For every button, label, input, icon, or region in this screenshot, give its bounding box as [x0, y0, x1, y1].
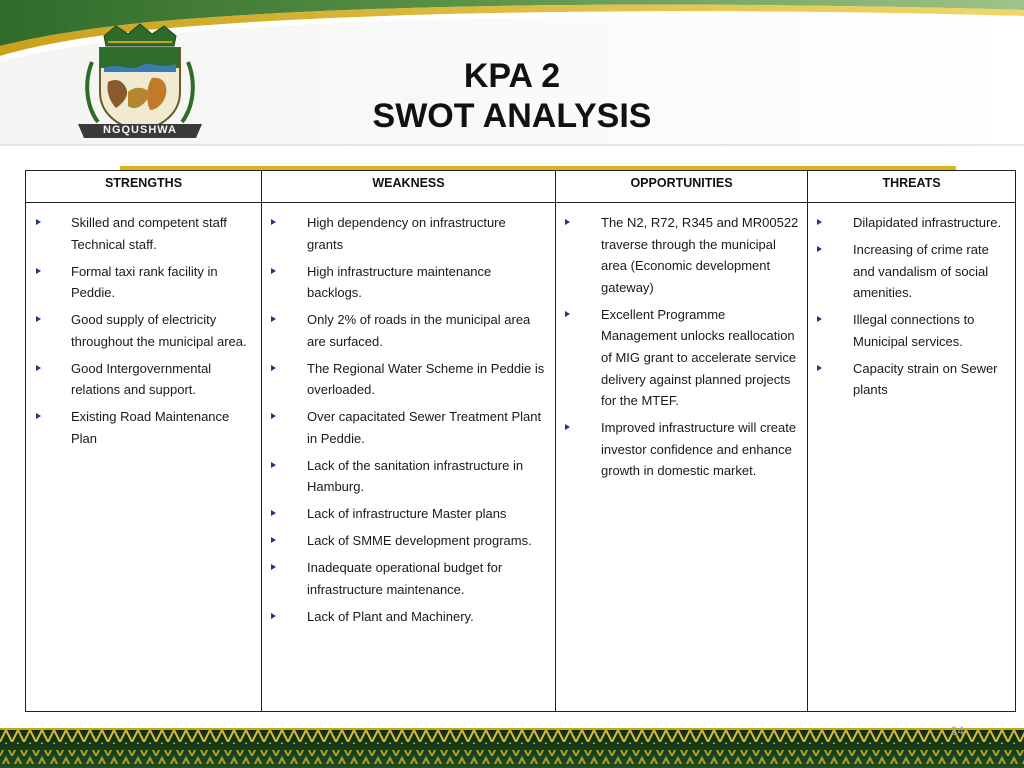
list-item-text: Over capacitated Sewer Treatment Plant in Peddie.	[307, 409, 542, 446]
bullet-icon	[36, 219, 41, 225]
list-item-text: The Regional Water Scheme in Peddie is overloaded.	[307, 360, 545, 398]
list-item	[262, 530, 555, 552]
list-item-text: Increasing of crime rate and vandalism of social amenities.	[853, 241, 989, 301]
opportunities-list	[556, 203, 807, 487]
list-item	[808, 358, 1015, 401]
list-item-text: Lack of SMME development programs.	[307, 533, 532, 549]
list-item-text: Only 2% of roads in the municipal area are surfaced.	[307, 312, 531, 349]
threats-list	[808, 203, 1015, 406]
bullet-icon	[271, 564, 276, 570]
list-item-text: Good supply of electricity throughout the municipal area.	[71, 312, 247, 349]
bottom-decorative-band	[0, 728, 1024, 768]
bullet-icon	[565, 219, 570, 225]
list-item-text: Good Intergovernmental relations and support.	[71, 360, 212, 398]
list-item	[26, 406, 261, 449]
list-item	[262, 309, 555, 352]
list-item	[262, 503, 555, 525]
list-item	[262, 261, 555, 304]
bullet-icon	[271, 316, 276, 322]
bullet-icon	[271, 510, 276, 516]
list-item	[262, 358, 555, 401]
bullet-icon	[271, 413, 276, 419]
list-item	[556, 417, 807, 482]
list-item-text: Dilapidated infrastructure.	[853, 215, 1002, 230]
list-item-text: High infrastructure maintenance backlogs.	[307, 263, 492, 301]
bullet-icon	[271, 537, 276, 543]
list-item-text: Skilled and competent staff Technical staff.	[71, 215, 227, 252]
threats-column	[808, 171, 1015, 711]
list-item	[262, 606, 555, 628]
list-item	[26, 261, 261, 304]
weakness-header: WEAKNESS	[262, 171, 555, 203]
bullet-icon	[271, 613, 276, 619]
bullet-icon	[271, 219, 276, 225]
list-item-text: Excellent Programme Management unlocks reallocation of MIG grant to accelerate service delivery against planned projects for the MTEF.	[601, 306, 797, 409]
bullet-icon	[271, 365, 276, 371]
weakness-list	[262, 203, 555, 633]
list-item	[808, 239, 1015, 304]
bullet-icon	[817, 219, 822, 225]
swot-table	[25, 170, 1016, 712]
list-item-text: Illegal connections to Municipal services.	[853, 312, 975, 349]
page-number: 24	[950, 724, 964, 738]
page-subtitle: SWOT ANALYSIS	[372, 97, 652, 135]
list-item	[808, 212, 1015, 234]
strengths-list	[26, 203, 261, 455]
strengths-header: STRENGTHS	[26, 171, 261, 203]
bullet-icon	[271, 462, 276, 468]
list-item-text: High dependency on infrastructure grants	[307, 215, 506, 252]
logo-text: NGQUSHWA	[103, 124, 177, 136]
page-title: KPA 2	[463, 57, 561, 95]
list-item-text: Lack of infrastructure Master plans	[307, 506, 507, 522]
list-item	[556, 304, 807, 412]
threats-header: THREATS	[808, 171, 1015, 203]
bullet-icon	[36, 268, 41, 274]
list-item-text: Lack of the sanitation infrastructure in Hamburg.	[307, 457, 524, 495]
list-item-text: Lack of Plant and Machinery.	[307, 609, 474, 625]
header	[0, 0, 1024, 146]
list-item	[26, 212, 261, 255]
list-item	[262, 557, 555, 600]
list-item	[26, 309, 261, 352]
strengths-column	[26, 171, 262, 711]
list-item-text: Existing Road Maintenance Plan	[71, 409, 230, 446]
bullet-icon	[565, 424, 570, 430]
list-item	[808, 309, 1015, 352]
list-item	[26, 358, 261, 401]
list-item-text: Inadequate operational budget for infrastructure maintenance.	[307, 560, 503, 598]
list-item-text: Capacity strain on Sewer plants	[853, 360, 998, 398]
bullet-icon	[817, 316, 822, 322]
opportunities-column	[556, 171, 808, 711]
bullet-icon	[565, 311, 570, 317]
bullet-icon	[36, 316, 41, 322]
list-item-text: Formal taxi rank facility in Peddie.	[71, 263, 218, 301]
list-item	[262, 212, 555, 255]
bullet-icon	[817, 246, 822, 252]
list-item-text: Improved infrastructure will create investor confidence and enhance growth in domestic market.	[601, 420, 797, 479]
bullet-icon	[817, 365, 822, 371]
bullet-icon	[271, 268, 276, 274]
list-item	[262, 406, 555, 449]
bullet-icon	[36, 365, 41, 371]
bullet-icon	[36, 413, 41, 419]
weakness-column	[262, 171, 556, 711]
list-item-text: The N2, R72, R345 and MR00522 traverse through the municipal area (Economic development gateway)	[601, 215, 799, 295]
opportunities-header: OPPORTUNITIES	[556, 171, 807, 203]
list-item	[556, 212, 807, 298]
list-item	[262, 455, 555, 498]
